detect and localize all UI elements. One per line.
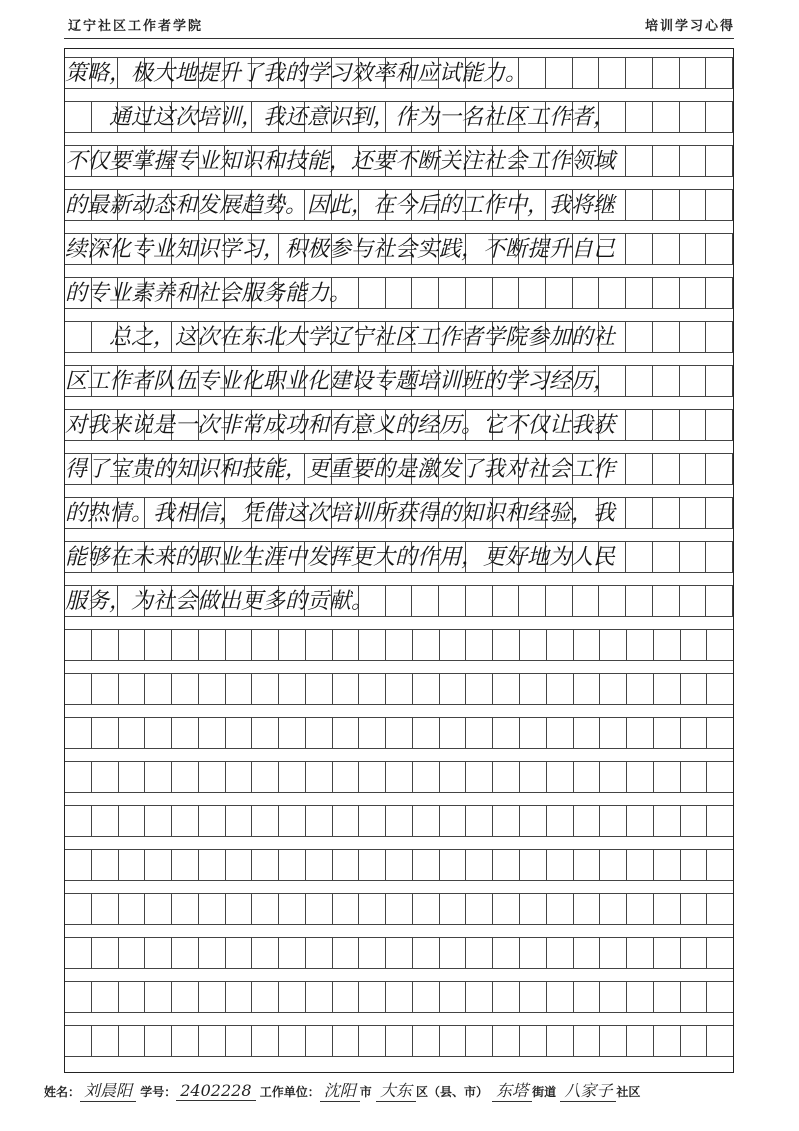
- grid-row: [65, 409, 733, 441]
- handwritten-line: 对我来说是一次非常成功和有意义的经历。它不仅让我获: [65, 413, 616, 438]
- community-label: 社区: [616, 1085, 641, 1099]
- grid-row: [65, 937, 733, 969]
- name-value: 刘晨阳: [80, 1078, 136, 1102]
- grid-row: [65, 101, 733, 133]
- name-label: 姓名：: [44, 1085, 81, 1099]
- street-value: 东塔: [492, 1078, 532, 1102]
- handwritten-line: 续深化专业知识学习，积极参与社会实践，不断提升自己: [65, 237, 616, 262]
- handwritten-line: 通过这次培训，我还意识到，作为一名社区工作者，: [65, 105, 616, 130]
- handwritten-line: 服务，为社会做出更多的贡献。: [65, 589, 374, 614]
- handwritten-line: 的专业素养和社会服务能力。: [65, 281, 352, 306]
- city-value: 沈阳: [320, 1078, 360, 1102]
- grid-row: [65, 189, 733, 221]
- header-rule: [64, 38, 734, 39]
- grid-row: [65, 761, 733, 793]
- grid-row: [65, 585, 733, 617]
- grid-row: [65, 673, 733, 705]
- handwritten-line: 的最新动态和发展趋势。因此，在今后的工作中，我将继: [65, 193, 616, 218]
- handwritten-line: 的热情。我相信，凭借这次培训所获得的知识和经验，我: [65, 501, 616, 526]
- footer-info: [44, 1078, 744, 1102]
- grid-row: [65, 145, 733, 177]
- grid-row: [65, 453, 733, 485]
- header-document-type: 培训学习心得: [644, 19, 735, 34]
- student-id-label: 学号：: [140, 1085, 177, 1099]
- handwritten-line: 不仅要掌握专业知识和技能，还要不断关注社会工作领域: [65, 149, 616, 174]
- header-college-name: 辽宁社区工作者学院: [68, 19, 204, 34]
- handwritten-line: 总之，这次在东北大学辽宁社区工作者学院参加的社: [65, 325, 616, 350]
- grid-row: [65, 629, 733, 661]
- grid-row: [65, 365, 733, 397]
- grid-row: [65, 277, 733, 309]
- grid-row: [65, 321, 733, 353]
- grid-row: [65, 497, 733, 529]
- handwritten-line: 得了宝贵的知识和技能，更重要的是激发了我对社会工作: [65, 457, 616, 482]
- district-value: 大东: [376, 1078, 416, 1102]
- grid-row: [65, 233, 733, 265]
- handwritten-line: 能够在未来的职业生涯中发挥更大的作用，更好地为人民: [65, 545, 616, 570]
- grid-row: [65, 1025, 733, 1057]
- grid-row: [65, 849, 733, 881]
- handwritten-line: 策略，极大地提升了我的学习效率和应试能力。: [65, 61, 528, 86]
- grid-row: [65, 57, 733, 89]
- grid-row: [65, 893, 733, 925]
- grid-row: [65, 805, 733, 837]
- community-value: 八家子: [560, 1078, 616, 1102]
- city-label: 市: [359, 1085, 372, 1099]
- work-unit-label: 工作单位：: [259, 1085, 320, 1099]
- street-label: 街道: [532, 1085, 557, 1099]
- grid-row: [65, 717, 733, 749]
- grid-row: [65, 541, 733, 573]
- student-id-value: 2402228: [176, 1081, 255, 1101]
- grid-paper: [64, 48, 734, 1073]
- district-label: 区（县、市）: [415, 1085, 488, 1099]
- handwritten-line: 区工作者队伍专业化职业化建设专题培训班的学习经历，: [65, 369, 616, 394]
- grid-row: [65, 981, 733, 1013]
